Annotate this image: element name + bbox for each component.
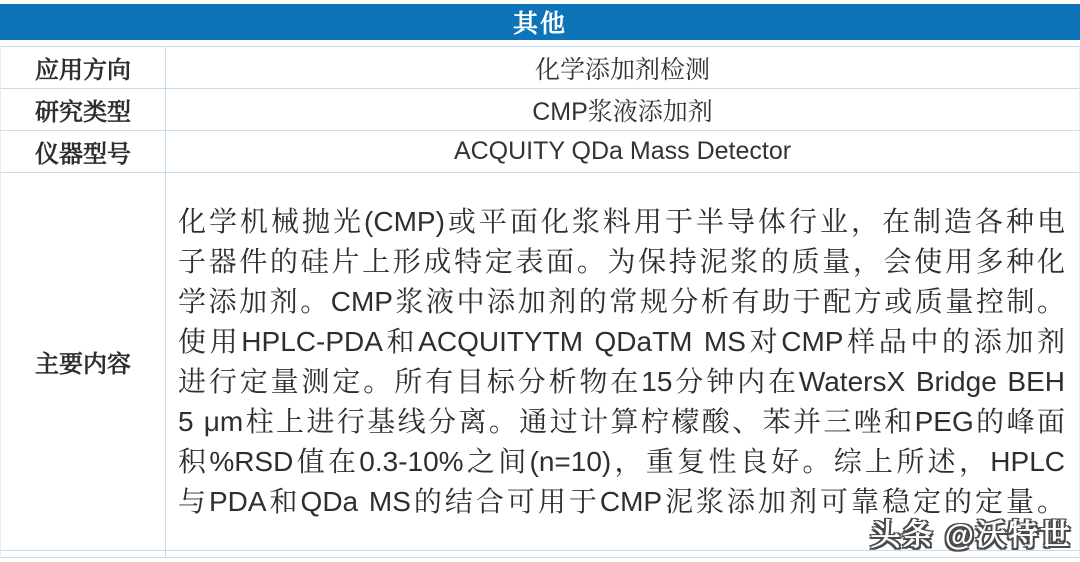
header-title: 其他: [512, 10, 567, 38]
row-label-application: 应用方向: [1, 47, 166, 88]
paragraph-line: 学添加剂。CMP浆液中添加剂的常规分析有助于配方或质量控制。: [178, 285, 1065, 317]
row-label-main-content: 主要内容: [1, 173, 166, 550]
paragraph-line: 使用HPLC-PDA和ACQUITYTM QDaTM MS对CMP样品中的添加剂: [178, 325, 1065, 357]
row-value-application: 化学添加剂检测: [534, 55, 710, 84]
main-content-paragraph: [166, 202, 1079, 522]
paragraph-line: 与PDA和QDa MS的结合可用于CMP泥浆添加剂可靠稳定的定量。: [178, 485, 1065, 517]
table-row-instrument: [1, 131, 1079, 173]
table-row-research-type: [1, 89, 1079, 131]
main-content-cell: [166, 173, 1079, 550]
paragraph-line: 子器件的硅片上形成特定表面。为保持泥浆的质量，会使用多种化: [178, 245, 1065, 277]
watermark: 头条 @沃特世: [870, 519, 1072, 552]
paragraph-line: 积%RSD值在0.3-10%之间(n=10)，重复性良好。综上所述，HPLC: [178, 445, 1065, 477]
row-value-instrument: ACQUITY QDa Mass Detector: [453, 137, 792, 165]
row-label-instrument: 仪器型号: [1, 131, 166, 172]
row-label-research-type: 研究类型: [1, 89, 166, 130]
row-value-research-type: CMP浆液添加剂: [532, 97, 713, 126]
paragraph-line: 化学机械抛光(CMP)或平面化浆料用于半导体行业，在制造各种电: [178, 205, 1065, 237]
paragraph-line: 5 μm柱上进行基线分离。通过计算柠檬酸、苯并三唑和PEG的峰面: [178, 405, 1065, 437]
table-row-application: [1, 47, 1079, 89]
paragraph-line: 进行定量测定。所有目标分析物在15分钟内在WatersX Bridge BEH: [178, 365, 1065, 397]
stub-label-cell: [1, 551, 166, 557]
info-table: [0, 46, 1080, 558]
header-bar: [0, 4, 1080, 40]
table-row-main-content: [1, 173, 1079, 551]
